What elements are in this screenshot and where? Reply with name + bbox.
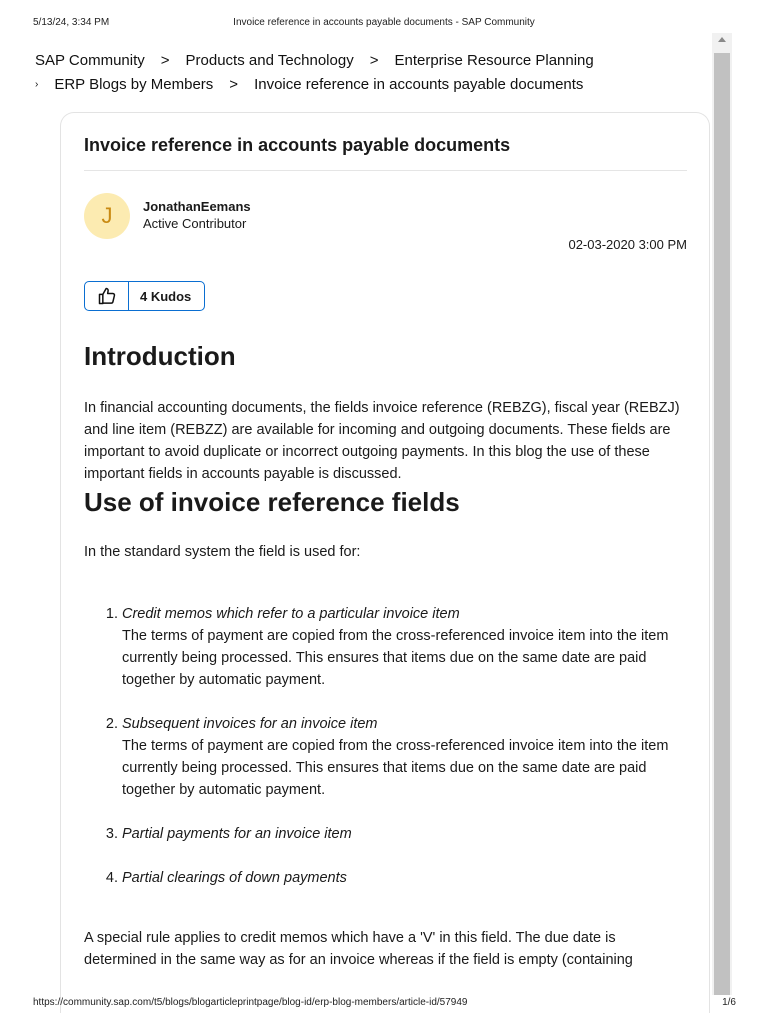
kudos-count[interactable]: 4 Kudos xyxy=(140,288,192,304)
author-rank: Active Contributor xyxy=(143,216,247,231)
list-item-text: The terms of payment are copied from the cross-referenced invoice item into the item currently being processed. This ensures that items due on the same date are paid together by automatic payment. xyxy=(122,738,669,798)
list-item-title: Partial payments for an invoice item xyxy=(122,826,352,842)
print-page-number: 1/6 xyxy=(722,997,736,1008)
use-paragraph: In the standard system the field is used for: xyxy=(84,544,361,560)
breadcrumb-item-erp-blogs-by-members[interactable]: ERP Blogs by Members xyxy=(54,76,214,93)
kudos-widget xyxy=(84,281,205,311)
scroll-up-arrow-icon[interactable] xyxy=(718,37,726,42)
print-footer xyxy=(0,997,768,1011)
breadcrumb-item-sap-community[interactable]: SAP Community xyxy=(35,52,145,69)
post-date: 02-03-2020 3:00 PM xyxy=(568,237,687,252)
list-item-title: Credit memos which refer to a particular invoice item xyxy=(122,606,460,622)
list-item xyxy=(122,603,687,691)
list-item-title: Partial clearings of down payments xyxy=(122,870,347,886)
scrollbar-thumb[interactable] xyxy=(714,53,730,995)
print-doc-title: Invoice reference in accounts payable documents - SAP Community xyxy=(233,17,535,28)
breadcrumb-separator: > xyxy=(369,52,379,69)
breadcrumb xyxy=(35,49,675,97)
intro-paragraph: In financial accounting documents, the fields invoice reference (REBZG), fiscal year (REBZJ) and line item (REBZZ) are available for incoming and outgoing documents. These fields are important to avoid duplicate or incorrect outgoing payments. In this blog the use of these important fields in accounts payable is discussed. xyxy=(84,400,680,482)
breadcrumb-row-2 xyxy=(35,73,675,97)
list-item xyxy=(122,867,687,889)
breadcrumb-lead-chevron-icon: › xyxy=(35,79,39,90)
breadcrumb-separator: > xyxy=(229,76,239,93)
list-item xyxy=(122,713,687,801)
vertical-scrollbar[interactable] xyxy=(712,33,732,995)
breadcrumb-row-1 xyxy=(35,49,675,73)
avatar[interactable]: J xyxy=(84,193,130,239)
kudos-button[interactable] xyxy=(85,282,129,310)
usage-list xyxy=(84,603,687,889)
author-block xyxy=(84,193,687,259)
heading-introduction: Introduction xyxy=(84,341,236,371)
list-item-title: Subsequent invoices for an invoice item xyxy=(122,716,378,732)
special-rule-paragraph: A special rule applies to credit memos which have a 'V' in this field. The due date is determined in the same way as for an invoice whereas if the field is empty (containing xyxy=(84,930,633,968)
article-body xyxy=(84,339,687,971)
heading-use-of-invoice-reference: Use of invoice reference fields xyxy=(84,487,460,517)
print-header xyxy=(0,17,768,31)
article-card xyxy=(60,112,710,1013)
breadcrumb-item-current-article[interactable]: Invoice reference in accounts payable documents xyxy=(254,76,584,93)
breadcrumb-separator: > xyxy=(160,52,170,69)
breadcrumb-item-products-and-technology[interactable]: Products and Technology xyxy=(185,52,354,69)
thumbs-up-icon xyxy=(97,286,117,306)
print-url: https://community.sap.com/t5/blogs/blogarticleprintpage/blog-id/erp-blog-members/article-id/57949 xyxy=(33,997,468,1008)
list-item xyxy=(122,823,687,845)
breadcrumb-item-enterprise-resource-planning[interactable]: Enterprise Resource Planning xyxy=(394,52,594,69)
print-datetime: 5/13/24, 3:34 PM xyxy=(33,17,110,28)
list-item-text: The terms of payment are copied from the cross-referenced invoice item into the item currently being processed. This ensures that items due on the same date are paid together by automatic payment. xyxy=(122,628,669,688)
author-name[interactable]: JonathanEemans xyxy=(143,199,251,214)
article-title: Invoice reference in accounts payable documents xyxy=(84,113,687,171)
